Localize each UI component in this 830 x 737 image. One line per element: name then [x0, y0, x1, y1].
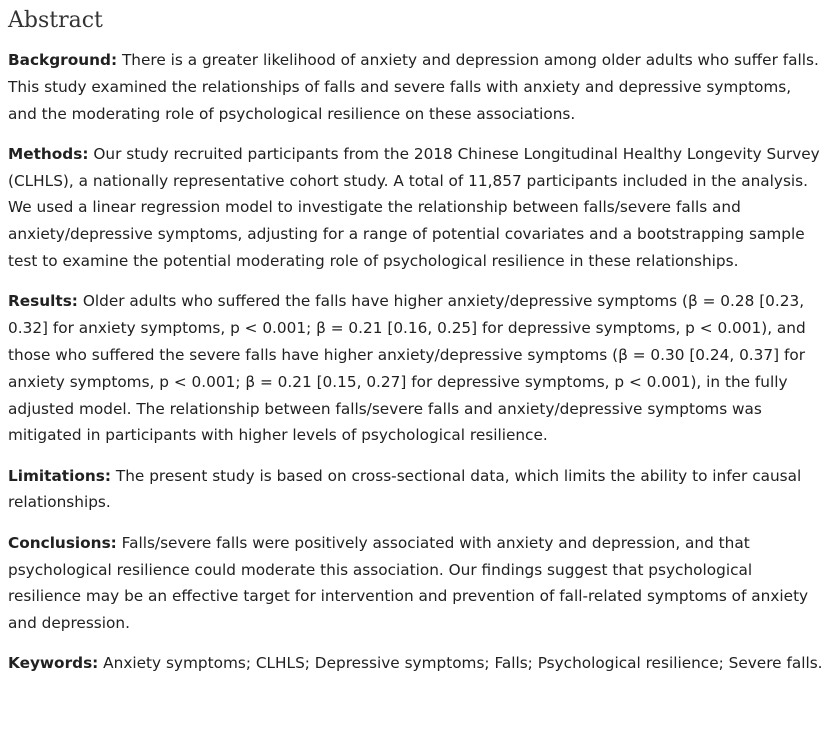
limitations-label: Limitations:: [8, 466, 111, 485]
results-text: Older adults who suffered the falls have higher anxiety/depressive symptoms (β = 0.28 [0.23, 0.32] for anxiety symptoms, p < 0.001; β = 0.21 [0.16, 0.25] for depressive symptoms, p < 0.001), and those who suffered the severe falls have higher anxiety/depressive symptoms (β = 0.30 [0.24, 0.37] for anxiety symptoms, p < 0.001; β = 0.21 [0.15, 0.27] for depressive symptoms, p < 0.001), in the fully adjusted model. The relationship between falls/severe falls and anxiety/depressive symptoms was mitigated in participants with higher levels of psychological resilience.: [8, 292, 806, 445]
methods-text: Our study recruited participants from the 2018 Chinese Longitudinal Healthy Longevity Survey (CLHLS), a nationally representative cohort study. A total of 11,857 participants included in the analysis. We used a linear regression model to investigate the relationship between falls/severe falls and anxiety/depressive symptoms, adjusting for a range of potential covariates and a bootstrapping sample test to examine the potential moderating role of psychological resilience in these relationships.: [8, 144, 820, 271]
background-label: Background:: [8, 51, 118, 69]
methods-label: Methods:: [8, 144, 89, 163]
keywords-text: Anxiety symptoms; CLHLS; Depressive symptoms; Falls; Psychological resilience; Severe falls.: [103, 654, 823, 673]
conclusions-label: Conclusions:: [8, 533, 117, 552]
abstract-container: [8, 0, 823, 691]
methods-section: [8, 141, 823, 275]
results-section: [8, 288, 823, 449]
keywords-section: [8, 650, 823, 677]
keywords-label: Keywords:: [8, 654, 99, 673]
abstract-heading: Abstract: [8, 8, 103, 33]
background-text: There is a greater likelihood of anxiety and depression among older adults who suffer falls. This study examined the relationships of falls and severe falls with anxiety and depressive symptoms, and the moderating role of psychological resilience on these associations.: [8, 51, 819, 123]
conclusions-text: Falls/severe falls were positively associated with anxiety and depression, and that psychological resilience could moderate this association. Our findings suggest that psychological resilience may be an effective target for intervention and prevention of fall-related symptoms of anxiety and depression.: [8, 533, 809, 633]
conclusions-section: [8, 530, 823, 637]
limitations-text: The present study is based on cross-sectional data, which limits the ability to infer causal relationships.: [8, 466, 802, 512]
background-section: [8, 47, 823, 127]
results-label: Results:: [8, 292, 78, 311]
limitations-section: [8, 463, 823, 517]
